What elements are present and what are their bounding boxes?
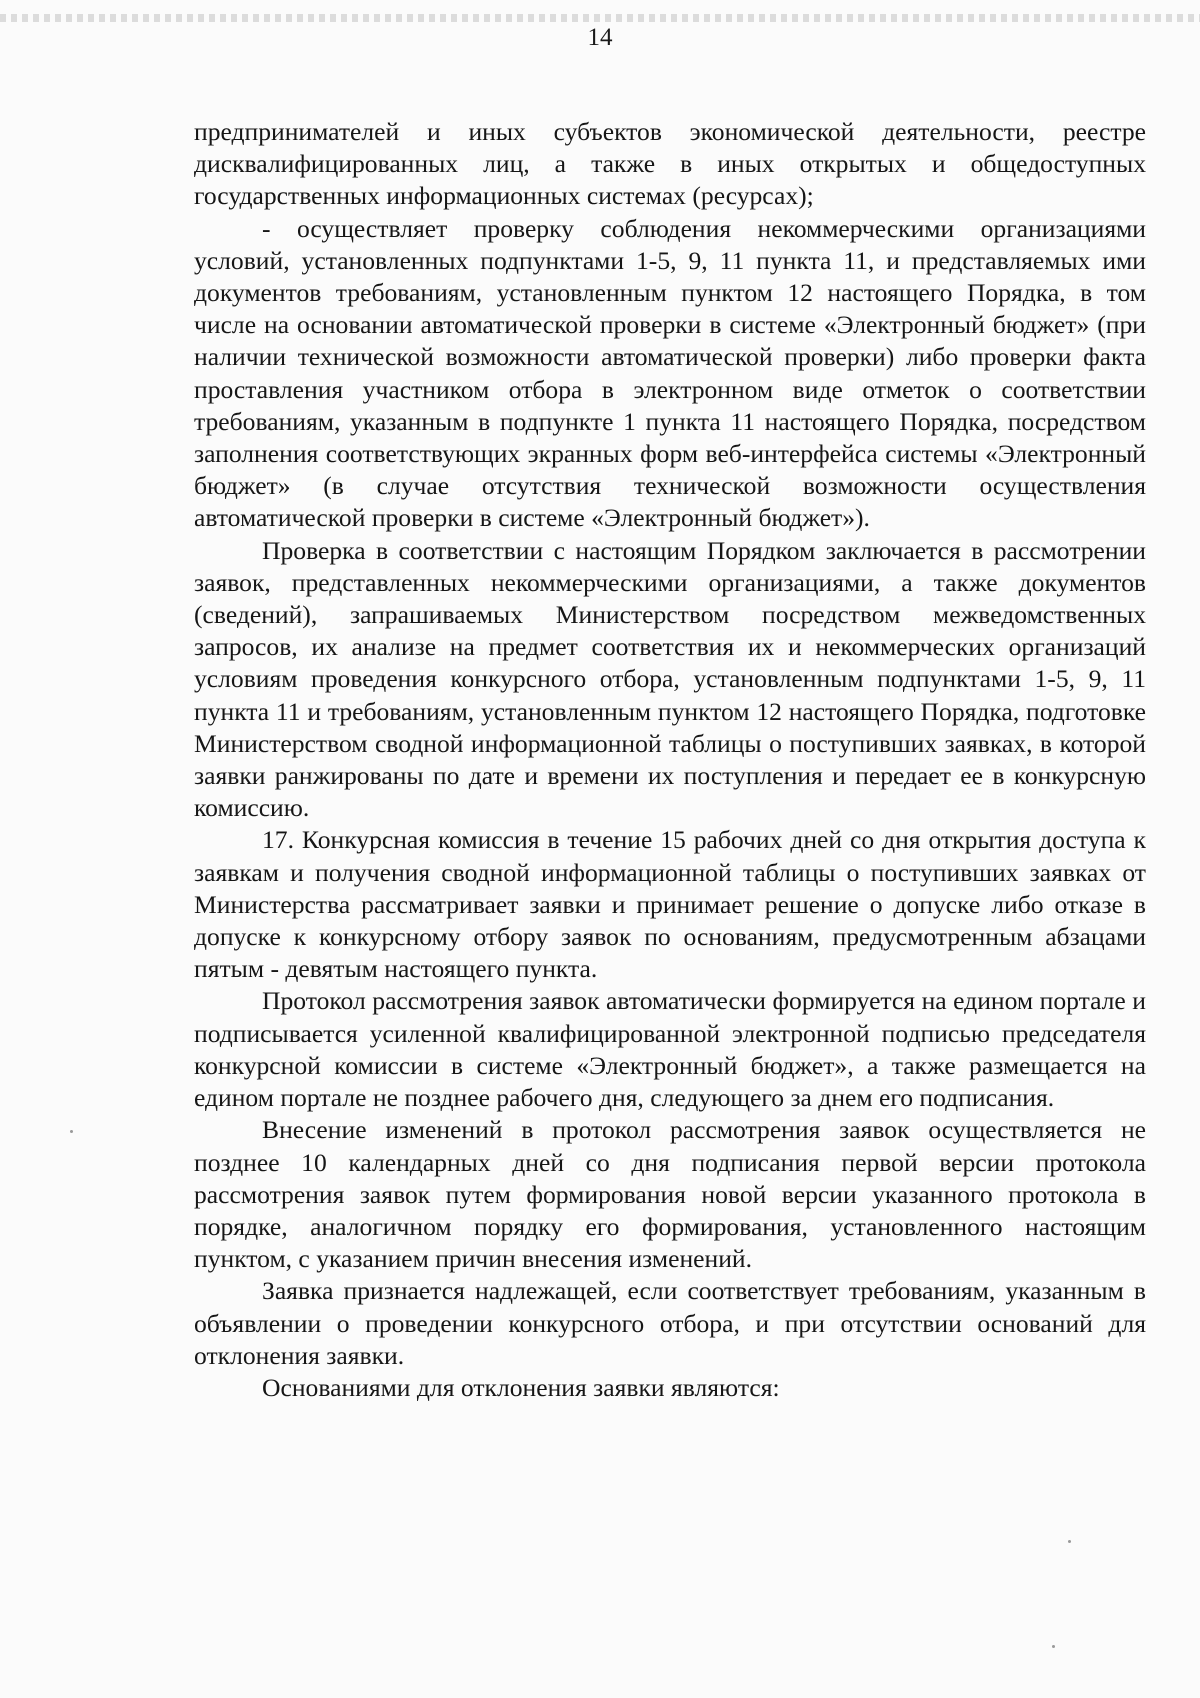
scan-speck (1052, 1645, 1055, 1648)
scan-edge-artifact (0, 14, 1200, 22)
page-number: 14 (587, 24, 613, 51)
paragraph-proper-application: Заявка признается надлежащей, если соответствует требованиям, указанным в объявлении о проведении конкурсного отбора, и при отсутствии оснований для отклонения заявки. (194, 1276, 1146, 1370)
paragraph-verification-duty: - осуществляет проверку соблюдения некоммерческими организациями условий, установленных подпунктами 1-5, 9, 11 пункта 11, и представляемых ими документов требованиям, установленным пунктом 12 настоящего Порядка, в том числе на основании автоматической проверки в системе «Электронный бюджет» (при наличии технической возможности автоматической проверки) либо проверки факта проставления участником отбора в электронном виде отметок о соответствии требованиям, указанным в подпункте 1 пункта 11 настоящего Порядка, посредством заполнения соответствующих экранных форм веб-интерфейса системы «Электронный бюджет» (в случае отсутствия технической возможности осуществления автоматической проверки в системе «Электронный бюджет»). (194, 213, 1146, 533)
paragraph-review-protocol: Протокол рассмотрения заявок автоматически формируется на едином портале и подписывается усиленной квалифицированной электронной подписью председателя конкурсной комиссии в системе «Электронный бюджет», а также размещается на едином портале не позднее рабочего дня, следующего за днем его подписания. (194, 986, 1146, 1113)
paragraph-verification-process: Проверка в соответствии с настоящим Порядком заключается в рассмотрении заявок, представленных некоммерческими организациями, а также документов (сведений), запрашиваемых Министерством посредством межведомственных запросов, их анализе на предмет соответствия их и некоммерческих организаций условиям проведения конкурсного отбора, установленным подпунктами 1-5, 9, 11 пункта 11 и требованиям, установленным пунктом 12 настоящего Порядка, подготовке Министерством сводной информационной таблицы о поступивших заявках, в которой заявки ранжированы по дате и времени их поступления и передает ее в конкурсную комиссию. (194, 535, 1146, 823)
scan-speck (1068, 1540, 1071, 1543)
paragraph-item-17: 17. Конкурсная комиссия в течение 15 рабочих дней со дня открытия доступа к заявкам и получения сводной информационной таблицы о поступивших заявках от Министерства рассматривает заявки и принимает решение о допуске либо отказе в допуске к конкурсному отбору заявок по основаниям, предусмотренным абзацами пятым - девятым настоящего пункта. (194, 825, 1146, 984)
paragraph-continuation: предпринимателей и иных субъектов экономической деятельности, реестре дисквалифицированных лиц, а также в иных открытых и общедоступных государственных информационных системах (ресурсах); (194, 117, 1146, 211)
paragraph-protocol-changes: Внесение изменений в протокол рассмотрения заявок осуществляется не позднее 10 календарных дней со дня подписания первой версии протокола рассмотрения заявок путем формирования новой версии указанного протокола в порядке, аналогичном порядку его формирования, установленного настоящим пунктом, с указанием причин внесения изменений. (194, 1115, 1146, 1274)
document-body (194, 116, 1146, 1404)
scan-speck (70, 1130, 73, 1133)
paragraph-rejection-grounds: Основаниями для отклонения заявки являются: (262, 1372, 780, 1402)
